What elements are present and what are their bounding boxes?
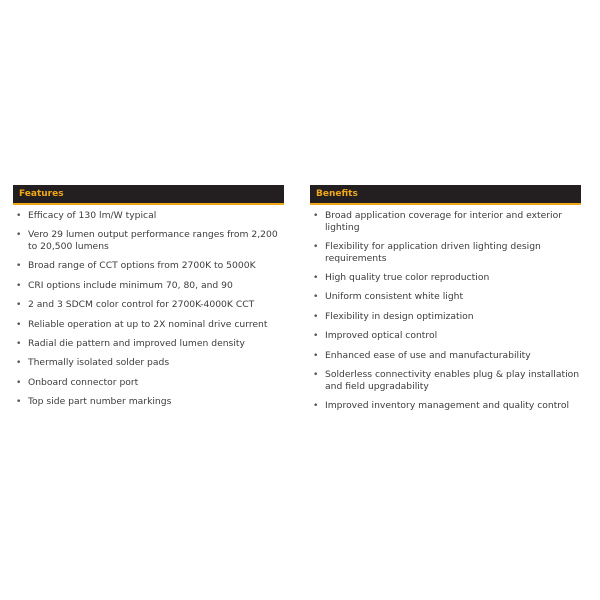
bullet-icon: • <box>16 337 22 349</box>
list-item-text: Thermally isolated solder pads <box>28 357 170 369</box>
bullet-icon: • <box>313 310 319 322</box>
features-list <box>13 205 284 408</box>
list-item-text: Enhanced ease of use and manufacturability <box>325 349 531 361</box>
list-item-text: Uniform consistent white light <box>325 291 464 303</box>
features-panel <box>13 185 284 416</box>
list-item <box>310 400 581 412</box>
bullet-icon: • <box>313 368 319 380</box>
list-item <box>310 272 581 284</box>
bullet-icon: • <box>313 330 319 342</box>
list-item-text: Broad application coverage for interior and exterior lighting <box>325 210 563 233</box>
list-item <box>310 311 581 323</box>
list-item <box>13 299 284 311</box>
list-item-text: High quality true color reproduction <box>325 271 490 283</box>
bullet-icon: • <box>16 376 22 388</box>
list-item-text: Flexibility for application driven lighting design requirements <box>325 240 541 264</box>
list-item-text: CRI options include minimum 70, 80, and 90 <box>28 279 233 291</box>
list-item-text: Flexibility in design optimization <box>325 310 474 322</box>
list-item <box>310 330 581 342</box>
list-item <box>13 377 284 389</box>
bullet-icon: • <box>313 291 319 303</box>
list-item-text: 2 and 3 SDCM color control for 2700K-4000K CCT <box>28 299 255 311</box>
list-item-text: Top side part number markings <box>28 396 172 408</box>
list-item <box>310 291 581 303</box>
features-header: Features <box>13 185 284 205</box>
bullet-icon: • <box>16 357 22 369</box>
list-item <box>13 319 284 331</box>
benefits-list <box>310 205 581 412</box>
list-item <box>13 229 284 252</box>
bullet-icon: • <box>313 271 319 283</box>
list-item <box>310 350 581 362</box>
list-item-text: Improved inventory management and quality control <box>325 399 570 411</box>
list-item-text: Broad range of CCT options from 2700K to 5000K <box>28 260 256 272</box>
bullet-icon: • <box>16 260 22 272</box>
bullet-icon: • <box>16 318 22 330</box>
bullet-icon: • <box>16 396 22 408</box>
list-item <box>13 260 284 272</box>
bullet-icon: • <box>16 229 22 241</box>
list-item-text: Improved optical control <box>325 330 438 342</box>
list-item-text: Efficacy of 130 lm/W typical <box>28 210 157 221</box>
list-item-text: Solderless connectivity enables plug & play installation and field upgradability <box>325 368 580 392</box>
list-item <box>13 396 284 408</box>
benefits-header: Benefits <box>310 185 581 205</box>
list-item <box>13 357 284 369</box>
list-item <box>13 280 284 292</box>
bullet-icon: • <box>313 240 319 252</box>
list-item <box>310 210 581 233</box>
bullet-icon: • <box>16 279 22 291</box>
list-item-text: Vero 29 lumen output performance ranges from 2,200 to 20,500 lumens <box>28 229 278 252</box>
list-item-text: Onboard connector port <box>28 376 139 388</box>
bullet-icon: • <box>313 399 319 411</box>
benefits-panel <box>310 185 581 419</box>
list-item-text: Reliable operation at up to 2X nominal drive current <box>28 318 268 330</box>
list-item <box>13 210 284 222</box>
list-item <box>13 338 284 350</box>
list-item <box>310 241 581 264</box>
bullet-icon: • <box>313 210 319 221</box>
bullet-icon: • <box>16 299 22 311</box>
list-item-text: Radial die pattern and improved lumen density <box>28 337 245 349</box>
bullet-icon: • <box>313 349 319 361</box>
list-item <box>310 369 581 392</box>
bullet-icon: • <box>16 210 22 221</box>
